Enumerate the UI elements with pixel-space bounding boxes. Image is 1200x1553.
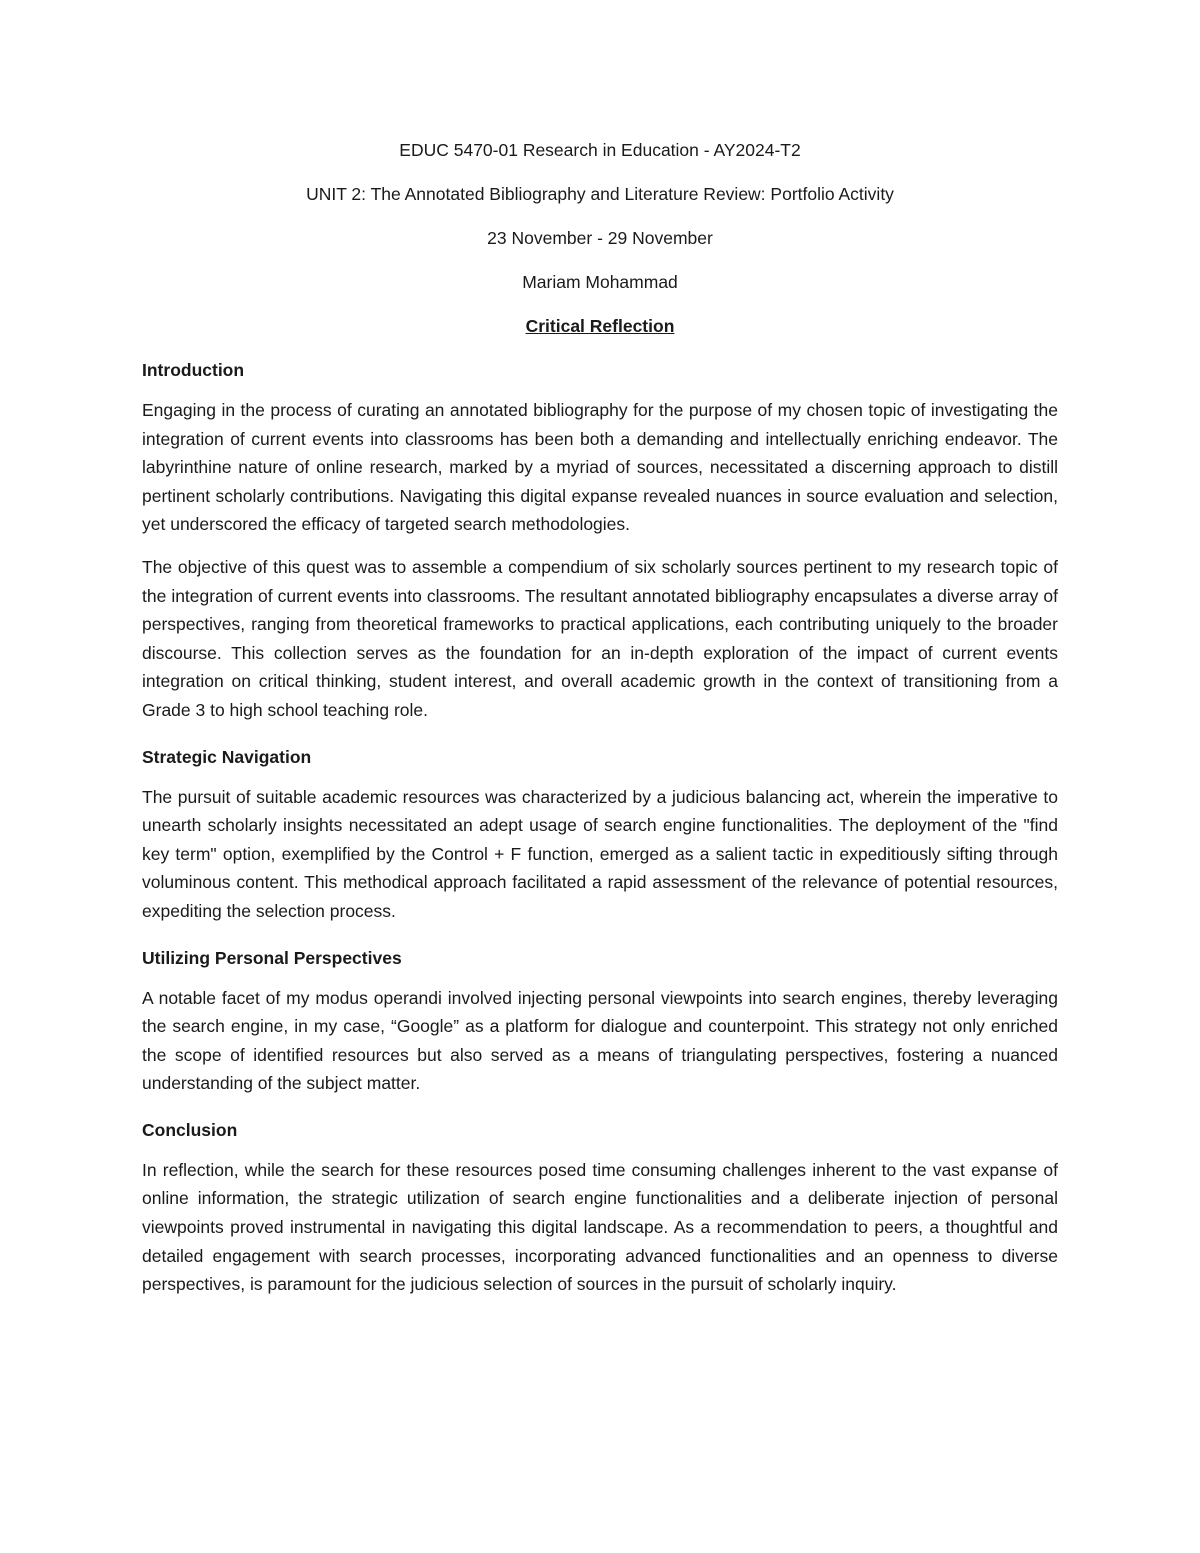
heading-personal-perspectives: Utilizing Personal Perspectives — [142, 947, 402, 968]
document-page — [142, 138, 1058, 1299]
introduction-paragraph-1: Engaging in the process of curating an annotated bibliography for the purpose of my chosen topic of investigating the integration of current events into classrooms has been both a demanding and intellectually enriching endeavor. The labyrinthine nature of online research, marked by a myriad of sources, necessitated a discerning approach to distill pertinent scholarly contributions. Navigating this digital expanse revealed nuances in source evaluation and selection, yet underscored the efficacy of targeted search methodologies. — [142, 400, 1058, 535]
conclusion-paragraph: In reflection, while the search for these resources posed time consuming challenges inherent to the vast expanse of online information, the strategic utilization of search engine functionalities and a deliberate injection of personal viewpoints proved instrumental in navigating this digital landscape. As a recommendation to peers, a thoughtful and detailed engagement with search processes, incorporating advanced functionalities and an openness to diverse perspectives, is paramount for the judicious selection of sources in the pursuit of scholarly inquiry. — [142, 1159, 1058, 1295]
date-range: 23 November - 29 November — [487, 228, 713, 248]
course-title: EDUC 5470-01 Research in Education - AY2024-T2 — [399, 140, 801, 160]
personal-perspectives-paragraph: A notable facet of my modus operandi involved injecting personal viewpoints into search engines, thereby leveraging the search engine, in my case, “Google” as a platform for dialogue and counterpoint. This strategy not only enriched the scope of identified resources but also served as a means of triangulating perspectives, fostering a nuanced understanding of the subject matter. — [142, 987, 1058, 1094]
strategic-navigation-paragraph: The pursuit of suitable academic resources was characterized by a judicious balancing act, wherein the imperative to unearth scholarly insights necessitated an adept usage of search engine functionalities. The deployment of the "find key term" option, exemplified by the Control + F function, emerged as a salient tactic in expeditiously sifting through voluminous content. This methodical approach facilitated a rapid assessment of the relevance of potential resources, expediting the selection process. — [142, 786, 1058, 921]
author-name: Mariam Mohammad — [522, 272, 678, 292]
heading-strategic-navigation: Strategic Navigation — [142, 746, 312, 767]
heading-conclusion: Conclusion — [142, 1119, 238, 1140]
document-title: Critical Reflection — [525, 316, 675, 336]
introduction-paragraph-2: The objective of this quest was to assemble a compendium of six scholarly sources pertinent to my research topic of the integration of current events into classrooms. The resultant annotated bibliography encapsulates a diverse array of perspectives, ranging from theoretical frameworks to practical applications, each contributing uniquely to the broader discourse. This collection serves as the foundation for an in-depth exploration of the impact of current events integration on critical thinking, student interest, and overall academic growth in the context of transitioning from a Grade 3 to high school teaching role. — [142, 556, 1058, 720]
unit-title: UNIT 2: The Annotated Bibliography and Literature Review: Portfolio Activity — [306, 184, 894, 204]
heading-introduction: Introduction — [142, 360, 245, 380]
